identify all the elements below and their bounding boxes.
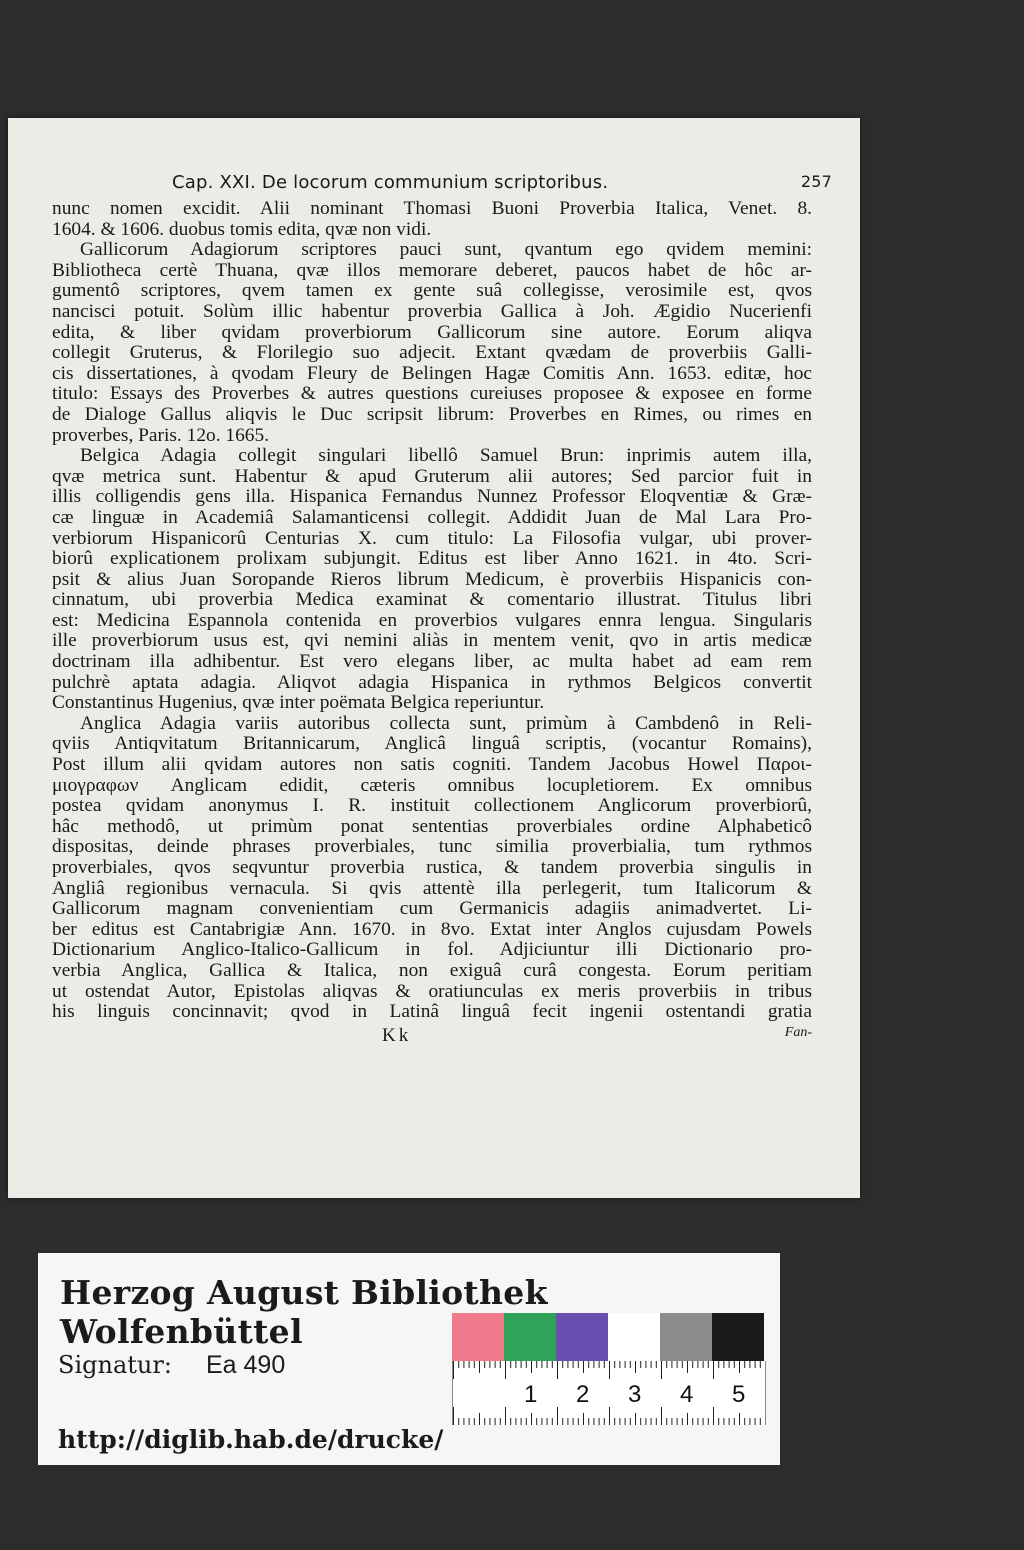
- text-line: his linguis concinnavit; qvod in Latinâ linguâ fecit ingenii ostentandi gratia: [52, 1002, 812, 1023]
- text-line: qviis Antiqvitatum Britannicarum, Anglicâ linguâ scriptis, (vocantur Romains),: [52, 734, 812, 755]
- text-line: verbia Anglica, Gallica & Italica, non exiguâ curâ congesta. Eorum peritiam: [52, 960, 812, 981]
- running-head: [172, 172, 832, 193]
- ruler-number: 5: [732, 1381, 746, 1408]
- text-line: ille proverbiorum usus est, qvi nemini aliàs in mentem venit, qvo in artis medicæ: [52, 631, 812, 652]
- ruler-ticks: [453, 1361, 765, 1425]
- page-number: 257: [800, 172, 832, 191]
- color-swatch: [452, 1313, 504, 1365]
- library-name: Herzog August Bibliothek Wolfenbüttel: [60, 1273, 548, 1351]
- text-line: illis colligendis gens illa. Hispanica Fernandus Nunnez Professor Eloqventiæ & Græ-: [52, 487, 812, 508]
- text-line: biorû explicationem prolixam subjungit. Editus est liber Anno 1621. in 4to. Scri-: [52, 549, 812, 570]
- text-line: pulchrè aptata adagia. Aliqvot adagia Hispanica in rythmos Belgicos convertit: [52, 672, 812, 693]
- body-text: [52, 199, 832, 1023]
- text-line: Dictionarium Anglico-Italico-Gallicum in fol. Adjiciuntur illi Dictionario pro-: [52, 940, 812, 961]
- text-line: doctrinam illa adhibentur. Est vero elegans liber, ac multa habet ad eam rem: [52, 652, 812, 673]
- signatur-value: Ea 490: [206, 1351, 286, 1379]
- text-line: Constantinus Hugenius, qvæ inter poëmata Belgica reperiuntur.: [52, 693, 545, 714]
- ruler-number: 4: [680, 1381, 694, 1408]
- text-line: est: Medicina Espannola contenida en proverbios vulgares ennra lengua. Singularis: [52, 610, 812, 631]
- text-line: hâc methodô, ut primùm ponat sententias proverbiales ordine Alphabeticô: [52, 816, 812, 837]
- text-line: verbiorum Hispanicorû Centurias X. cum titulo: La Filosofia vulgar, ubi prover-: [52, 528, 812, 549]
- text-line: edita, & liber qvidam proverbiorum Gallicorum sine autore. Eorum aliqva: [52, 322, 812, 343]
- color-swatch: [660, 1313, 712, 1365]
- color-swatch: [712, 1313, 764, 1365]
- page-footer: [52, 1025, 812, 1047]
- ruler-number: 2: [576, 1381, 590, 1408]
- text-line: Bibliotheca certè Thuana, qvæ illos memorare deberet, paucos habet de hôc ar-: [52, 260, 812, 281]
- library-card: [38, 1253, 780, 1465]
- text-line: Angliâ regionibus vernacula. Si qvis attentè illa perlegerit, tum Italicorum &: [52, 878, 812, 899]
- text-line: nunc nomen excidit. Alii nominant Thomasi Buoni Proverbia Italica, Venet. 8.: [52, 199, 812, 219]
- color-calibration-swatches: [452, 1313, 764, 1365]
- running-head-title: Cap. XXI. De locorum communium scriptoribus.: [172, 172, 609, 193]
- text-line: 1604. & 1606. duobus tomis edita, qvæ non vidi.: [52, 219, 432, 240]
- text-line: ber editus est Cantabrigiæ Ann. 1670. in 8vo. Extat inter Anglos cujusdam Powels: [52, 919, 812, 940]
- scale-ruler: [452, 1361, 766, 1425]
- text-line: Gallicorum magnam convenientiam cum Germanicis adagiis animadvertet. Li-: [52, 899, 812, 920]
- library-url: http://diglib.hab.de/drucke/: [58, 1425, 444, 1454]
- catchword: Fan-: [784, 1024, 812, 1040]
- text-line: dispositas, deinde phrases proverbiales, tunc similia proverbialia, tum rythmos: [52, 837, 812, 858]
- text-line: collegit Gruterus, & Florilegio suo adjecit. Extant qvædam de proverbiis Galli-: [52, 343, 812, 364]
- text-line: cinnatum, ubi proverbia Medica examinat & comentario illustrat. Titulus libri: [52, 590, 812, 611]
- text-line: de Dialoge Gallus aliqvis le Duc scripsit librum: Proverbes en Rimes, ou rimes en: [52, 404, 812, 425]
- text-line: Belgica Adagia collegit singulari libellô Samuel Brun: inprimis autem illa,: [80, 446, 812, 467]
- text-line: proverbes, Paris. 12o. 1665.: [52, 425, 270, 446]
- text-line: μιογραφων Anglicam edidit, cæteris omnibus locupletiorem. Ex omnibus: [52, 775, 812, 796]
- color-swatch: [608, 1313, 660, 1365]
- text-line: Gallicorum Adagiorum scriptores pauci sunt, qvantum ego qvidem memini:: [80, 240, 812, 261]
- text-line: qvæ metrica sunt. Habentur & apud Gruterum alii autores; Sed parcior fuit in: [52, 466, 812, 487]
- text-line: Post illum alii qvidam autores non satis cogniti. Tandem Jacobus Howel Παροι-: [52, 755, 812, 776]
- text-line: titulo: Essays des Proverbes & autres questions cureiuses proposee & exposee en forme: [52, 384, 812, 405]
- color-swatch: [504, 1313, 556, 1365]
- text-line: postea qvidam anonymus I. R. instituit collectionem Anglicorum proverbiorû,: [52, 796, 812, 817]
- text-line: cis dissertationes, à qvodam Fleury de Belingen Hagæ Comitis Ann. 1653. editæ, hoc: [52, 363, 812, 384]
- signatur-label: Signatur:: [58, 1351, 172, 1379]
- ruler-number: 3: [628, 1381, 642, 1408]
- ruler-number: 1: [524, 1381, 538, 1408]
- text-line: nancisci potuit. Solùm illic habentur proverbia Gallica à Joh. Ægidio Nucerienfi: [52, 301, 812, 322]
- text-line: ut ostendat Autor, Epistolas aliqvas & oratiunculas ex meris proverbiis in tribus: [52, 981, 812, 1002]
- text-line: Anglica Adagia variis autoribus collecta sunt, primùm à Cambdenô in Reli-: [80, 713, 812, 734]
- text-line: cæ linguæ in Academiâ Salamanticensi collegit. Addidit Juan de Mal Lara Pro-: [52, 507, 812, 528]
- book-page: [8, 118, 860, 1198]
- text-line: gumentô scriptores, qvem tamen ex gente suâ collegisse, verosimile est, qvos: [52, 281, 812, 302]
- text-line: proverbiales, qvos seqvuntur proverbia rustica, & tandem proverbia singulis in: [52, 858, 812, 878]
- text-line: psit & alius Juan Soropande Rieros librum Medicum, è proverbiis Hispanicis con-: [52, 569, 812, 590]
- color-swatch: [556, 1313, 608, 1365]
- signature-mark: Kk: [382, 1024, 412, 1046]
- page-content: [52, 172, 832, 1047]
